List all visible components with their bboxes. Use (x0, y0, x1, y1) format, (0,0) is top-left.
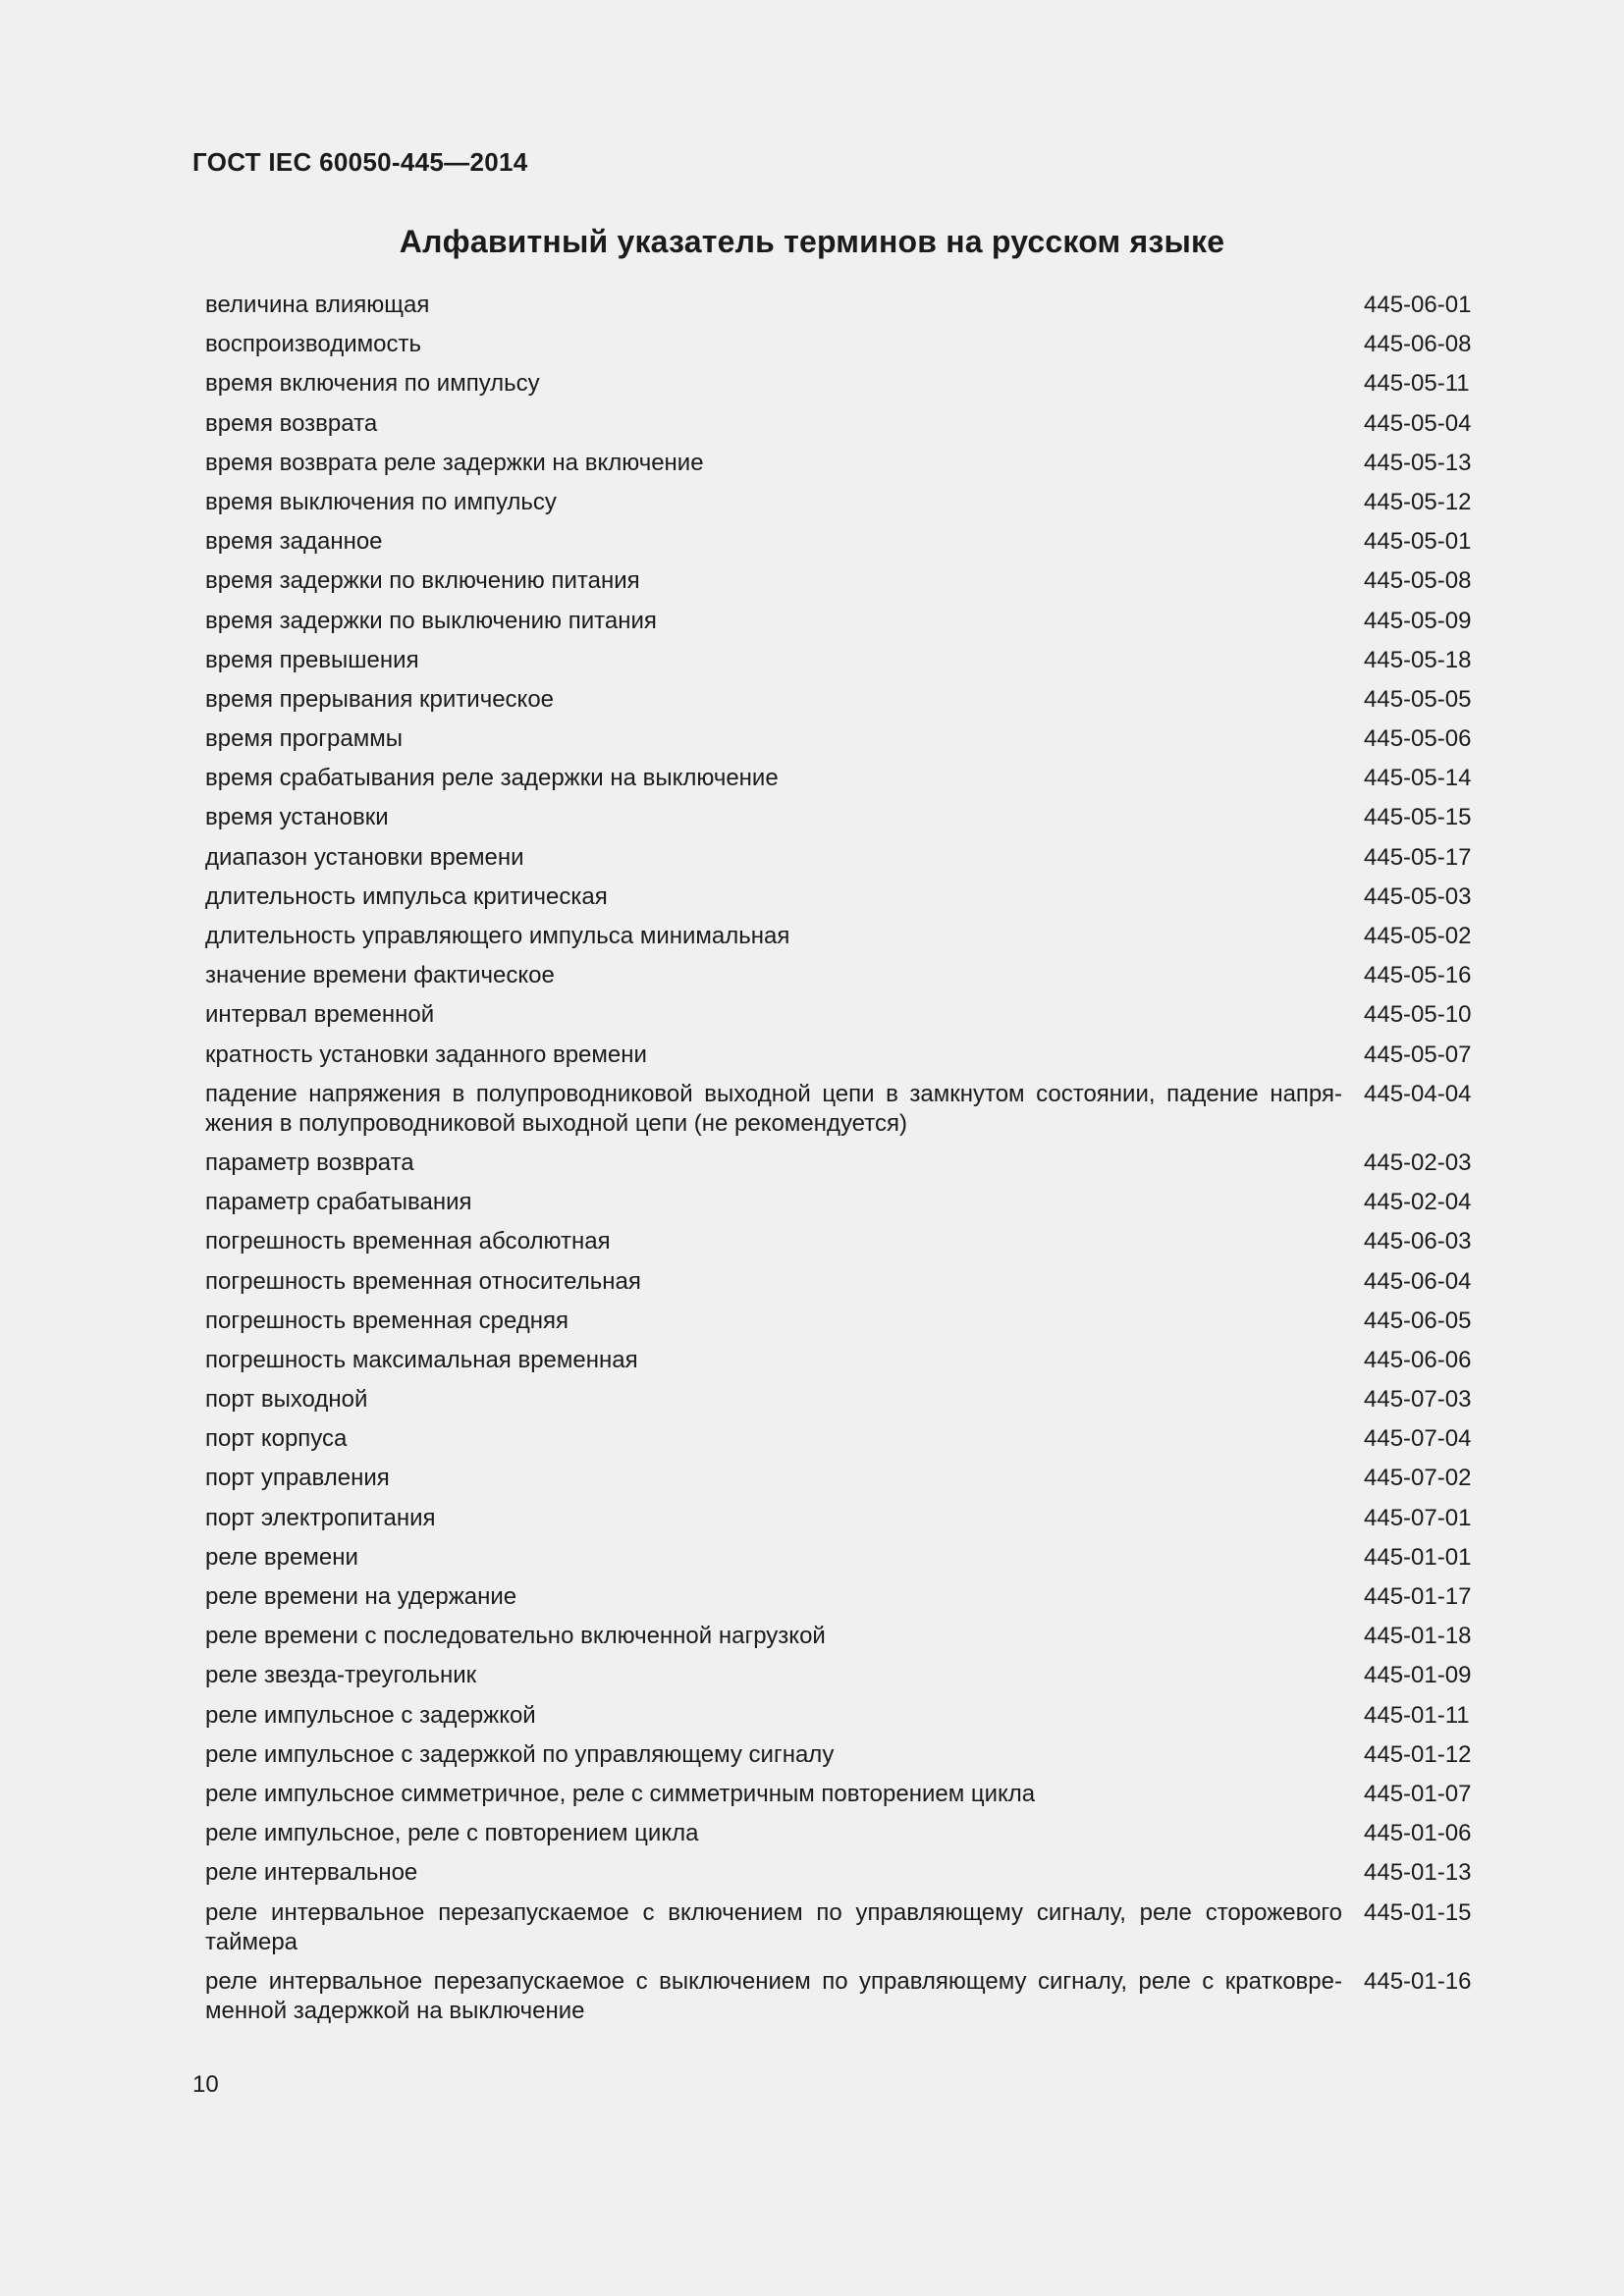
term-code: 445-01-09 (1364, 1662, 1472, 1689)
term-code: 445-01-13 (1364, 1859, 1472, 1887)
term-text: погрешность временная относительная (205, 1267, 641, 1295)
term-text: порт выходной (205, 1386, 368, 1414)
term-code: 445-06-06 (1364, 1346, 1472, 1373)
index-entry (205, 1819, 1482, 1848)
index-entry (205, 527, 1482, 557)
index-entry (205, 488, 1482, 517)
term-text: величина влияющая (205, 292, 430, 318)
page-number: 10 (192, 2071, 219, 2098)
term-text: время задержки по выключению питания (205, 607, 657, 634)
term-text: реле импульсное с задержкой (205, 1701, 536, 1729)
term-text: реле интервальное (205, 1859, 418, 1887)
term-code: 445-05-12 (1364, 488, 1472, 515)
term-text: падение напряжения в полупроводниковой выходной цепи в замкнутом состоянии, падение напря-жения в полупроводниковой выходной цепи (не рекомендуется) (205, 1080, 1342, 1137)
index-entry (205, 1898, 1482, 1957)
term-code: 445-01-11 (1364, 1701, 1470, 1729)
index-entry (205, 764, 1482, 793)
term-text: время прерывания критическое (205, 685, 555, 713)
term-text: воспроизводимость (205, 331, 421, 358)
index-entry (205, 1740, 1482, 1770)
term-code: 445-01-18 (1364, 1623, 1472, 1650)
term-code: 445-06-05 (1364, 1307, 1472, 1334)
term-code: 445-05-09 (1364, 607, 1472, 634)
term-text: реле интервальное перезапускаемое с включением по управляющему сигналу, реле сторожевого таймера (205, 1898, 1342, 1955)
term-text: кратность установки заданного времени (205, 1041, 647, 1068)
term-code: 445-06-04 (1364, 1267, 1472, 1295)
term-text: порт управления (205, 1465, 390, 1492)
term-code: 445-05-05 (1364, 685, 1472, 713)
index-entry (205, 1000, 1482, 1030)
term-code: 445-01-06 (1364, 1820, 1472, 1847)
term-code: 445-02-04 (1364, 1189, 1472, 1216)
index-entry (205, 1385, 1482, 1415)
term-text: реле импульсное с задержкой по управляющему сигналу (205, 1740, 835, 1768)
term-text: длительность управляющего импульса минимальная (205, 923, 790, 949)
term-text: реле импульсное симметричное, реле с симметричным повторением цикла (205, 1780, 1036, 1807)
index-entry (205, 1464, 1482, 1493)
term-code: 445-05-17 (1364, 843, 1472, 871)
index-entry (205, 1227, 1482, 1256)
index-entry (205, 1858, 1482, 1888)
index-entry (205, 961, 1482, 990)
term-code: 445-05-14 (1364, 765, 1472, 792)
index-entry (205, 1622, 1482, 1651)
term-text: параметр срабатывания (205, 1189, 472, 1216)
term-code: 445-06-01 (1364, 292, 1472, 318)
index-entry (205, 803, 1482, 832)
term-text: параметр возврата (205, 1148, 414, 1176)
index-entry (205, 1307, 1482, 1336)
index-entry (205, 1188, 1482, 1217)
term-text: время срабатывания реле задержки на выключение (205, 765, 779, 792)
index-entry (205, 1543, 1482, 1573)
index-entry (205, 291, 1482, 320)
index-entry (205, 1661, 1482, 1690)
term-text: значение времени фактическое (205, 962, 555, 989)
term-code: 445-06-08 (1364, 331, 1472, 358)
index-entry (205, 1424, 1482, 1454)
term-text: реле звезда-треугольник (205, 1662, 477, 1689)
index-entry (205, 1080, 1482, 1139)
term-code: 445-07-02 (1364, 1465, 1472, 1492)
term-code: 445-01-17 (1364, 1583, 1472, 1610)
term-text: реле интервальное перезапускаемое с выключением по управляющему сигналу, реле с кратковре-менной задержкой на выключение (205, 1967, 1342, 2024)
term-text: погрешность временная абсолютная (205, 1228, 611, 1255)
index-entry (205, 409, 1482, 439)
index-entry (205, 843, 1482, 873)
term-code: 445-01-07 (1364, 1780, 1472, 1807)
term-text: реле времени с последовательно включенной нагрузкой (205, 1623, 826, 1650)
term-code: 445-05-02 (1364, 923, 1472, 949)
term-text: время включения по импульсу (205, 370, 540, 398)
index-entry (205, 330, 1482, 359)
term-text: порт электропитания (205, 1504, 436, 1531)
term-code: 445-07-03 (1364, 1386, 1472, 1414)
page-title: Алфавитный указатель терминов на русском языке (399, 224, 1225, 259)
term-code: 445-01-16 (1364, 1967, 1472, 1995)
index-entry (205, 607, 1482, 636)
term-code: 445-05-07 (1364, 1041, 1472, 1068)
term-code: 445-05-06 (1364, 725, 1472, 753)
term-text: диапазон установки времени (205, 843, 524, 871)
term-code: 445-05-01 (1364, 528, 1472, 556)
term-text: интервал временной (205, 1001, 435, 1029)
term-text: время выключения по импульсу (205, 488, 557, 515)
index-entry (205, 1504, 1482, 1533)
index-entry (205, 449, 1482, 478)
index-entry (205, 369, 1482, 399)
term-text: реле импульсное, реле с повторением цикла (205, 1820, 699, 1847)
term-text: время возврата (205, 409, 378, 437)
index-entry (205, 1780, 1482, 1809)
term-code: 445-01-01 (1364, 1543, 1472, 1571)
index-entry (205, 685, 1482, 715)
index-entry (205, 922, 1482, 951)
term-code: 445-01-12 (1364, 1740, 1472, 1768)
term-code: 445-05-11 (1364, 370, 1470, 398)
term-text: погрешность максимальная временная (205, 1346, 638, 1373)
term-code: 445-05-04 (1364, 409, 1472, 437)
term-text: реле времени на удержание (205, 1583, 517, 1610)
index-entry (205, 724, 1482, 754)
term-text: время превышения (205, 646, 419, 673)
term-code: 445-05-03 (1364, 882, 1472, 910)
term-text: время возврата реле задержки на включение (205, 449, 704, 476)
term-code: 445-05-16 (1364, 962, 1472, 989)
term-text: время задержки по включению питания (205, 567, 640, 595)
document-header: ГОСТ IEC 60050-445—2014 (192, 147, 528, 177)
term-code: 445-05-18 (1364, 646, 1472, 673)
term-text: реле времени (205, 1543, 358, 1571)
term-code: 445-05-10 (1364, 1001, 1472, 1029)
term-code: 445-07-04 (1364, 1425, 1472, 1453)
index-entry (205, 882, 1482, 912)
index-entry (205, 1582, 1482, 1612)
term-code: 445-01-15 (1364, 1898, 1472, 1926)
index-entry (205, 1701, 1482, 1731)
term-code: 445-02-03 (1364, 1148, 1472, 1176)
term-code: 445-05-13 (1364, 449, 1472, 476)
term-code: 445-04-04 (1364, 1080, 1472, 1107)
term-text: длительность импульса критическая (205, 882, 608, 910)
index-entry (205, 1967, 1482, 2026)
term-code: 445-05-08 (1364, 567, 1472, 595)
index-entry (205, 1346, 1482, 1375)
term-text: время установки (205, 804, 389, 831)
term-index-list (205, 291, 1482, 2036)
index-entry (205, 1267, 1482, 1297)
index-entry (205, 1148, 1482, 1178)
term-text: порт корпуса (205, 1425, 348, 1453)
index-entry (205, 1041, 1482, 1070)
term-code: 445-05-15 (1364, 804, 1472, 831)
term-text: время заданное (205, 528, 383, 556)
term-code: 445-06-03 (1364, 1228, 1472, 1255)
term-code: 445-07-01 (1364, 1504, 1472, 1531)
term-text: время программы (205, 725, 403, 753)
term-text: погрешность временная средняя (205, 1307, 569, 1334)
index-entry (205, 566, 1482, 596)
index-entry (205, 646, 1482, 675)
